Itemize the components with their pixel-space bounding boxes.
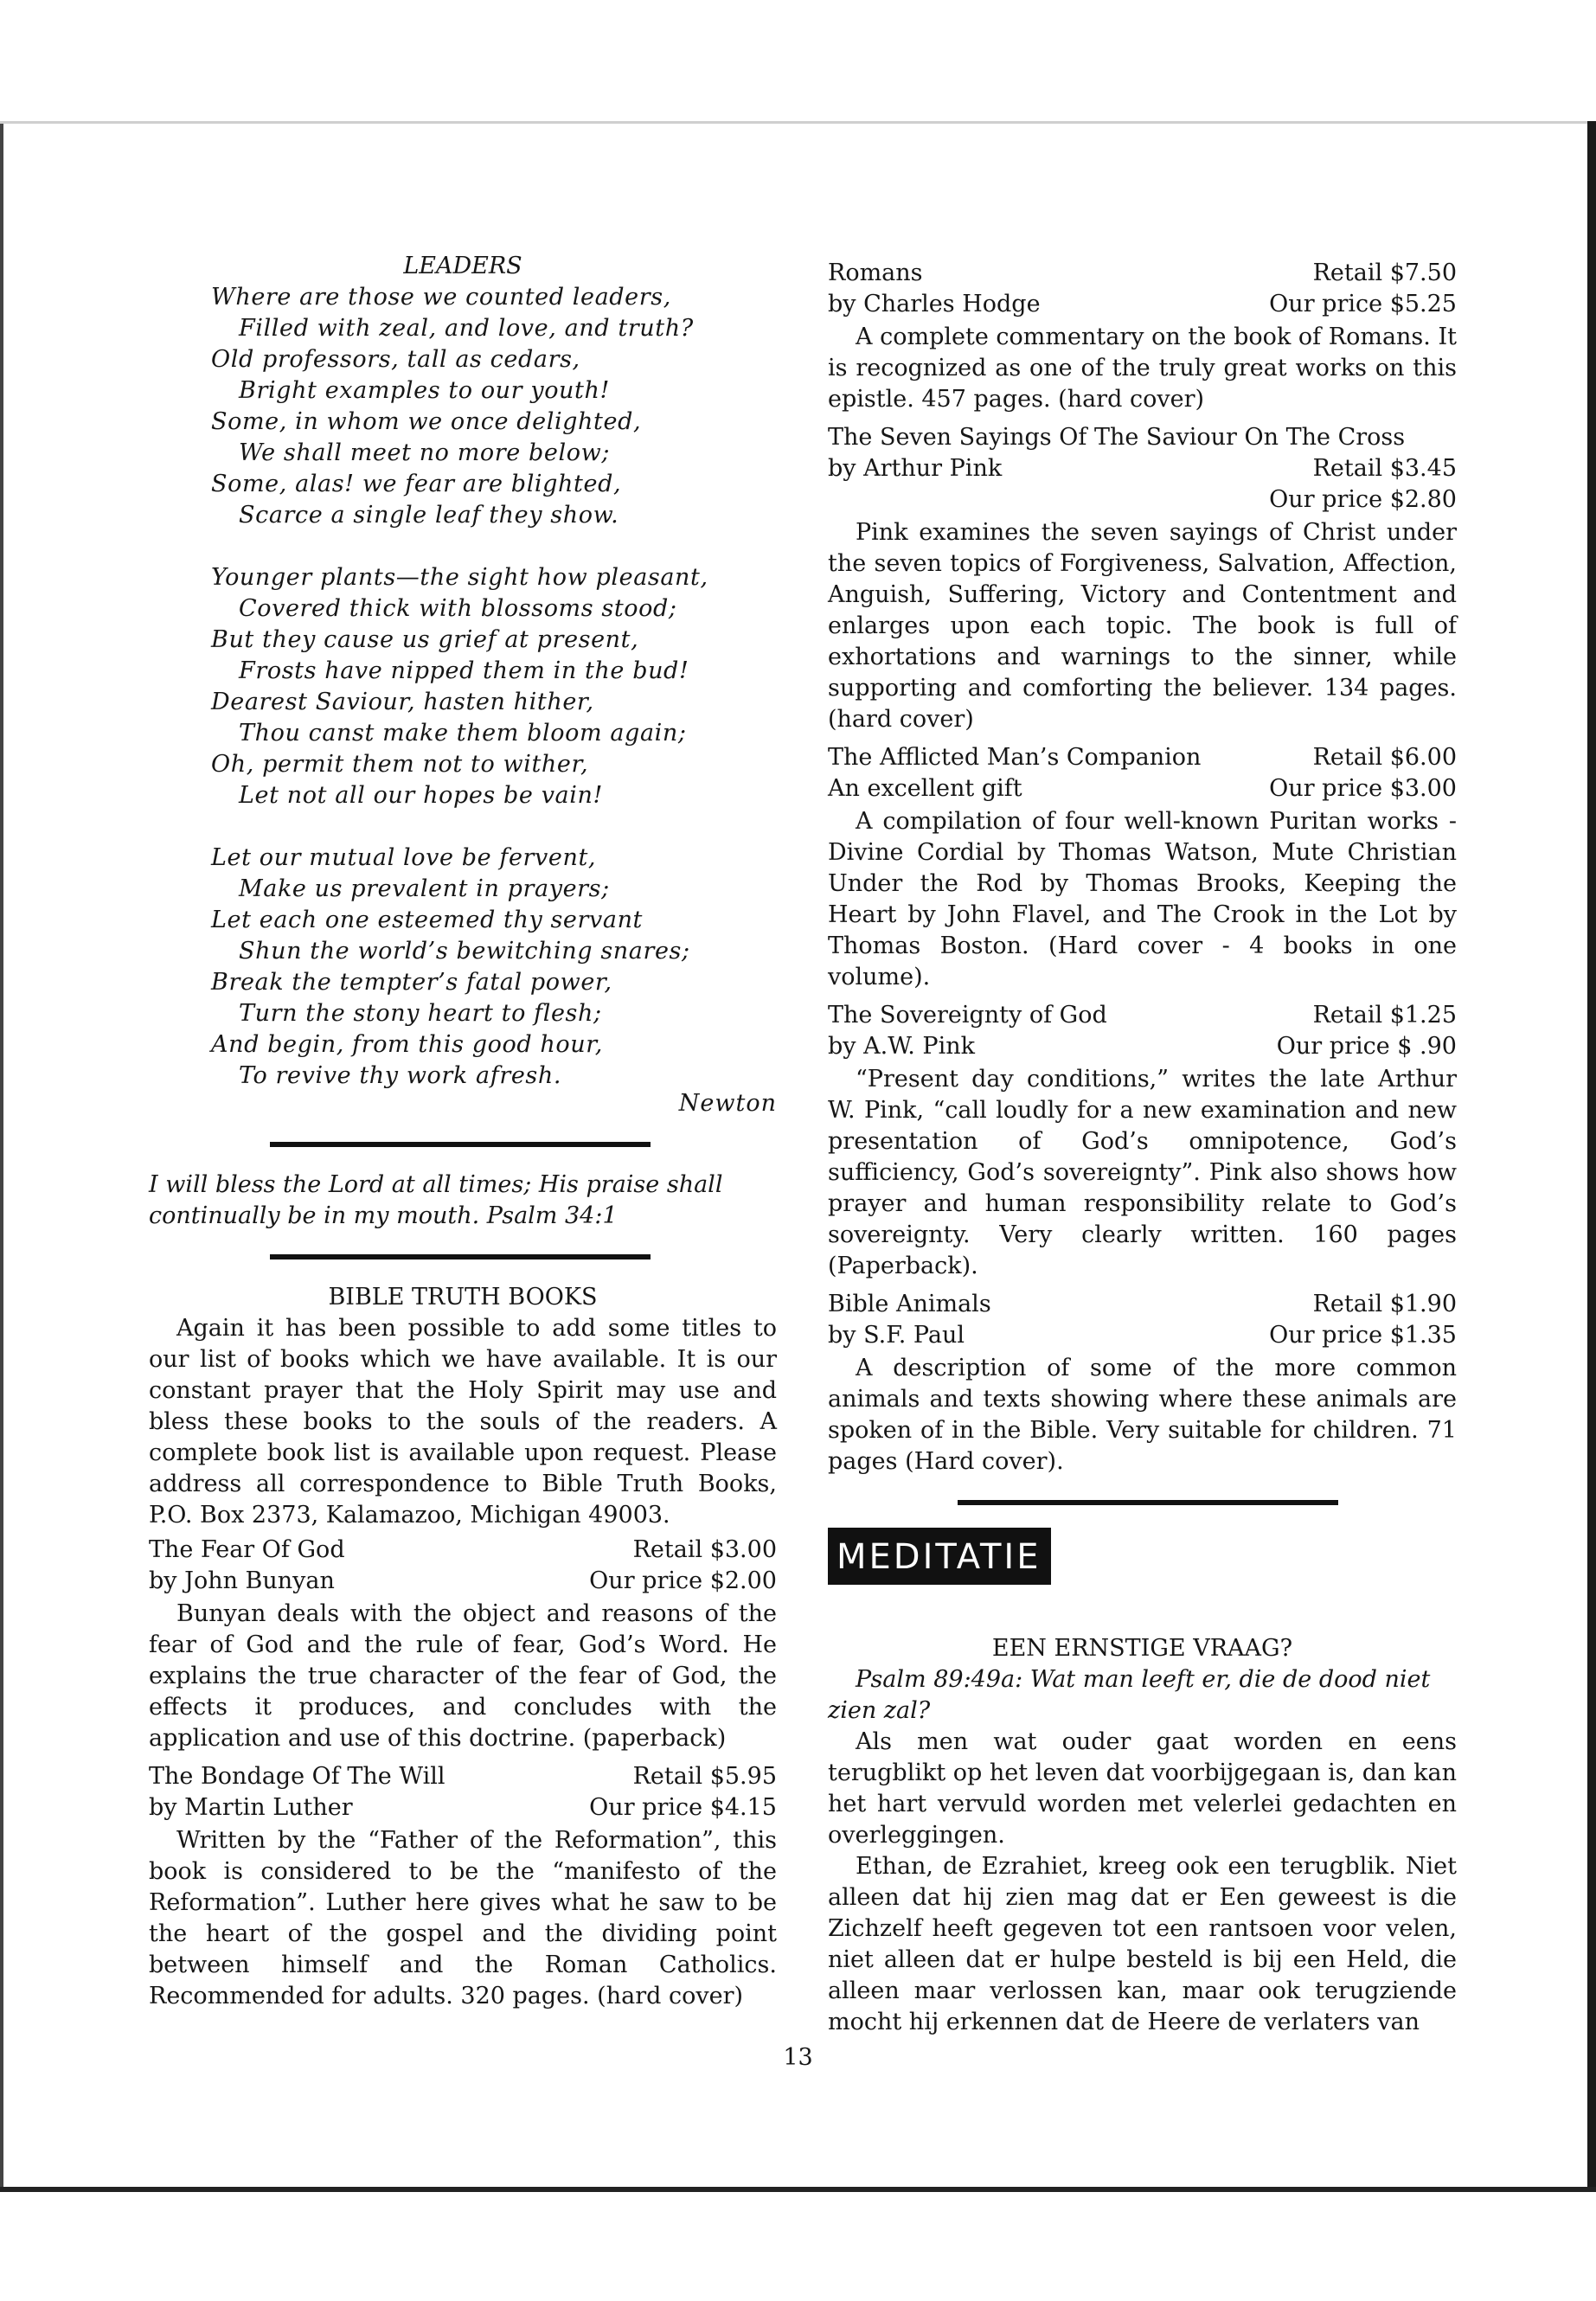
book-retail: Retail $6.00 xyxy=(1312,744,1457,771)
poem-line: Younger plants—the sight how pleasant, xyxy=(211,564,708,591)
book-price: Our price $ .90 xyxy=(1276,1033,1457,1060)
poem-line: But they cause us grief at present, xyxy=(211,626,639,653)
book-author-row xyxy=(828,453,1457,484)
poem-line: Scarce a single leaf they show. xyxy=(239,502,619,529)
poem-line: Old professors, tall as cedars, xyxy=(211,346,580,373)
meditatie-banner-wrap xyxy=(828,1528,1457,1585)
book-author-row xyxy=(149,1792,777,1823)
book-title: Romans xyxy=(828,260,923,286)
poem xyxy=(211,282,777,1092)
poem-line: And begin, from this good hour, xyxy=(211,1031,603,1058)
poem-line: Make us prevalent in prayers; xyxy=(239,875,610,902)
poem-line: Where are those we counted leaders, xyxy=(211,284,671,311)
poem-line: Let not all our hopes be vain! xyxy=(239,782,603,809)
page-edge-bottom xyxy=(0,2187,1596,2192)
book-entry-bible-animals xyxy=(828,1289,1457,1477)
poem-line: Break the tempter’s fatal power, xyxy=(211,969,612,996)
poem-stanza xyxy=(211,282,777,531)
book-title: The Seven Sayings Of The Saviour On The Cross xyxy=(828,424,1406,451)
book-entry-romans xyxy=(828,258,1457,415)
book-author: by A.W. Pink xyxy=(828,1033,975,1060)
book-title: Bible Animals xyxy=(828,1291,991,1317)
poem-line: To revive thy work afresh. xyxy=(239,1062,562,1089)
book-description: A description of some of the more common animals and texts showing where these animals are spoken of in the Bible. Very suitable for children. 71 pages (Hard cover). xyxy=(828,1355,1457,1475)
book-entry-sovereignty xyxy=(828,1000,1457,1282)
psalm-reference: Psalm 89:49a: Wat man leeft er, die de dood niet zien zal? xyxy=(828,1666,1431,1724)
book-retail: Retail $3.00 xyxy=(632,1536,777,1563)
poem-line: Let each one esteemed thy servant xyxy=(211,907,644,933)
divider-rule xyxy=(270,1254,651,1259)
poem-line: We shall meet no more below; xyxy=(239,439,611,466)
divider-rule xyxy=(958,1500,1338,1505)
poem-line: Some, in whom we once delighted, xyxy=(211,408,642,435)
book-author: An excellent gift xyxy=(828,775,1022,802)
book-author: by S.F. Paul xyxy=(828,1322,965,1349)
book-description: Pink examines the seven sayings of Christ under the seven topics of Forgiveness, Salvation, Affection, Anguish, Suffering, Victory and Contentment and enlarges upon each topic. The book is full of exhortations and warnings to the sinner, while supporting and comforting the believer. 134 pages. (hard cover) xyxy=(828,519,1457,733)
meditation-paragraph: Als men wat ouder gaat worden en eens terugblikt op het leven dat voorbijgegaan is, dan kan het hart vervuld worden met velerlei gedachten en overleggingen. xyxy=(828,1728,1457,1849)
book-author-row xyxy=(828,289,1457,320)
poem-line: Frosts have nipped them in the bud! xyxy=(239,657,689,684)
book-price: Our price $4.15 xyxy=(589,1794,777,1821)
book-title: The Sovereignty of God xyxy=(828,1002,1107,1029)
book-entry-afflicted xyxy=(828,742,1457,993)
book-title-row xyxy=(828,1289,1457,1320)
book-author-row xyxy=(828,1320,1457,1351)
poem-title: LEADERS xyxy=(403,253,522,279)
book-retail: Retail $1.25 xyxy=(1312,1002,1457,1029)
poem-line: Covered thick with blossoms stood; xyxy=(239,595,677,622)
book-author: by John Bunyan xyxy=(149,1567,335,1594)
poem-line: Thou canst make them bloom again; xyxy=(239,720,687,747)
poem-stanza xyxy=(211,843,777,1092)
book-entry-bondage-of-will xyxy=(149,1761,777,2012)
meditation-paragraph: Ethan, de Ezrahiet, kreeg ook een terugblik. Niet alleen dat hij zien mag dat er Een geweest is die Zichzelf heeft gegeven tot een rantsoen voor velen, niet alleen dat er hulpe besteld is bij een Held, die alleen maar verlossen kan, maar ook terugziende mocht hij erkennen dat de Heere de verlaters van xyxy=(828,1853,1457,2035)
book-price: Our price $5.25 xyxy=(1269,291,1457,317)
book-title: The Fear Of God xyxy=(149,1536,345,1563)
book-description: Written by the “Father of the Reformation”, this book is considered to be the “manifesto of the Reformation”. Luther here gives what he saw to be the heart of the gospel and the dividing point between himself and the Roman Catholics. Recommended for adults. 320 pages. (hard cover) xyxy=(149,1827,777,2009)
page-edge-top xyxy=(0,121,1596,124)
page-edge-left xyxy=(0,121,3,2189)
book-description: A compilation of four well-known Puritan works - Divine Cordial by Thomas Watson, Mute Christian Under the Rod by Thomas Brooks, Keeping the Heart by John Flavel, and The Crook in the Lot by Thomas Boston. (Hard cover - 4 books in one volume). xyxy=(828,808,1457,990)
right-column xyxy=(828,251,1457,2038)
poem-author: Newton xyxy=(678,1090,777,1117)
book-retail: Retail $7.50 xyxy=(1312,260,1457,286)
book-price: Our price $2.80 xyxy=(1269,486,1457,513)
book-price: Our price $1.35 xyxy=(1269,1322,1457,1349)
book-author-row xyxy=(828,773,1457,804)
page-number: 13 xyxy=(783,2044,813,2071)
book-author-row xyxy=(828,1031,1457,1062)
book-author-row xyxy=(149,1566,777,1597)
book-entry-fear-of-god xyxy=(149,1535,777,1754)
poem-line: Shun the world’s bewitching snares; xyxy=(239,938,690,965)
book-title-row xyxy=(828,742,1457,773)
poem-line: Turn the stony heart to flesh; xyxy=(239,1000,602,1027)
book-entry-seven-sayings xyxy=(828,422,1457,735)
book-price-row xyxy=(828,484,1457,516)
book-author: by Martin Luther xyxy=(149,1794,353,1821)
poem-line: Filled with zeal, and love, and truth? xyxy=(239,315,694,342)
book-retail: Retail $3.45 xyxy=(1312,455,1457,482)
book-title-row xyxy=(149,1761,777,1792)
book-title-row xyxy=(828,1000,1457,1031)
poem-line: Let our mutual love be fervent, xyxy=(211,844,597,871)
book-price: Our price $2.00 xyxy=(589,1567,777,1594)
book-title-row xyxy=(149,1535,777,1566)
book-title-row xyxy=(828,258,1457,289)
poem-line: Some, alas! we fear are blighted, xyxy=(211,471,622,497)
poem-line: Bright examples to our youth! xyxy=(239,377,610,404)
book-author: by Arthur Pink xyxy=(828,455,1003,482)
book-description: A complete commentary on the book of Romans. It is recognized as one of the truly great works on this epistle. 457 pages. (hard cover) xyxy=(828,324,1457,413)
book-author: by Charles Hodge xyxy=(828,291,1041,317)
page-edge-right xyxy=(1587,121,1596,2189)
divider-rule xyxy=(270,1142,651,1147)
meditatie-banner: MEDITATIE xyxy=(828,1528,1051,1585)
book-retail: Retail $1.90 xyxy=(1312,1291,1457,1317)
scripture-verse: I will bless the Lord at all times; His praise shall continually be in my mouth. Psalm 34:1 xyxy=(149,1171,723,1229)
poem-line: Oh, permit them not to wither, xyxy=(211,751,589,778)
section-heading: BIBLE TRUTH BOOKS xyxy=(328,1284,598,1311)
book-description: Bunyan deals with the object and reasons of the fear of God and the rule of fear, God’s Word. He explains the true character of the fear of God, the effects it produces, and concludes with the application and use of this doctrine. (paperback) xyxy=(149,1600,777,1752)
meditation-heading: EEN ERNSTIGE VRAAG? xyxy=(991,1635,1293,1662)
book-title: The Afflicted Man’s Companion xyxy=(828,744,1202,771)
book-retail: Retail $5.95 xyxy=(632,1763,777,1790)
book-price: Our price $3.00 xyxy=(1269,775,1457,802)
left-column xyxy=(149,251,777,2019)
poem-line: Dearest Saviour, hasten hither, xyxy=(211,689,594,715)
book-title-row xyxy=(828,422,1457,453)
poem-stanza xyxy=(211,562,777,811)
intro-paragraph: Again it has been possible to add some titles to our list of books which we have available. It is our constant prayer that the Holy Spirit may use and bless these books to the souls of the readers. A complete book list is available upon request. Please address all correspondence to Bible Truth Books, P.O. Box 2373, Kalamazoo, Michigan 49003. xyxy=(149,1315,777,1529)
book-title: The Bondage Of The Will xyxy=(149,1763,445,1790)
book-description: “Present day conditions,” writes the late Arthur W. Pink, “call loudly for a new examination and new presentation of God’s omnipotence, God’s sufficiency, God’s sovereignty”. Pink also shows how prayer and human responsibility relate to God’s sovereignty. Very clearly written. 160 pages (Paperback). xyxy=(828,1066,1457,1279)
